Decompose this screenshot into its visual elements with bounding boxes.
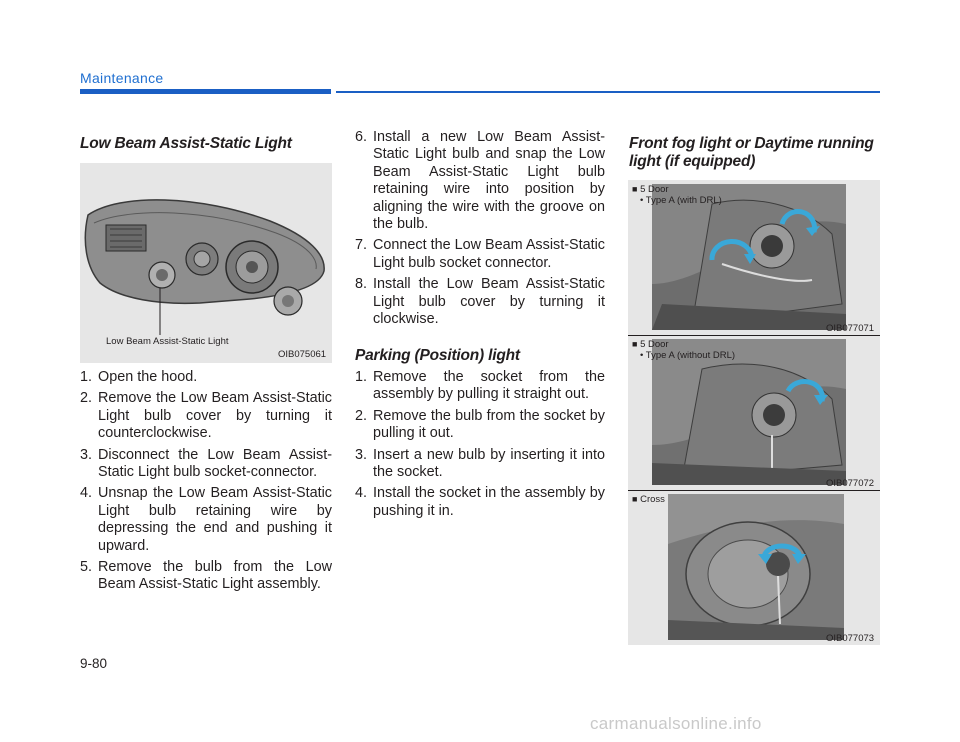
- steps-low-beam-middle: [355, 129, 605, 332]
- list-item: 3. Insert a new bulb by inserting it into the socket.: [355, 446, 605, 481]
- figure-fog-2-label: ■ 5 Door • Type A (without DRL): [632, 339, 736, 361]
- heading-fog-light: Front fog light or Daytime running light (if equipped): [629, 135, 874, 170]
- list-item: 7. Connect the Low Beam Assist-Static Light bulb socket connector.: [355, 237, 605, 271]
- list-item: 1. Remove the socket from the assembly by pulling it straight out.: [355, 369, 605, 403]
- page-number: 9-80: [80, 656, 108, 671]
- figure-divider: [628, 490, 880, 491]
- fog-light-photo-3: [668, 494, 844, 640]
- list-item: 3. Disconnect the Low Beam Assist-Static Light bulb socket-connector.: [80, 446, 332, 481]
- list-item: 2. Remove the Low Beam Assist-Static Light bulb cover by turning it counterclockwise.: [80, 390, 332, 442]
- list-item: 4. Install the socket in the assembly by pushing it in.: [355, 485, 605, 519]
- list-item: 5. Remove the bulb from the Low Beam Assist-Static Light assembly.: [80, 559, 332, 593]
- heading-parking-light: Parking (Position) light: [355, 347, 520, 364]
- list-item: 2. Remove the bulb from the socket by pulling it out.: [355, 407, 605, 442]
- heading-low-beam: Low Beam Assist-Static Light: [80, 135, 292, 152]
- figure-fog-cross: [628, 490, 880, 645]
- list-item: 1. Open the hood.: [80, 369, 198, 385]
- figure-fog-1-label: ■ 5 Door • Type A (with DRL): [632, 184, 722, 206]
- steps-parking-light: [355, 369, 605, 524]
- figure-fog-5door-no-drl: [628, 335, 880, 490]
- list-item: 6. Install a new Low Beam Assist-Static Light bulb and snap the Low Beam Assist-Static Light bulb retaining wire into position by aligning the wire with the groove on the bulb.: [355, 129, 605, 233]
- figure-fog-5door-drl: [628, 180, 880, 335]
- steps-low-beam-left: [80, 369, 332, 598]
- figure-fog-2-code: OIB077072: [826, 478, 875, 489]
- figure-fog-3-code: OIB077073: [826, 633, 875, 644]
- section-title: Maintenance: [80, 70, 164, 86]
- figure-divider: [628, 335, 880, 336]
- figure-fog-1-code: OIB077071: [826, 323, 875, 334]
- watermark: carmanualsonline.info: [590, 714, 762, 733]
- list-item: 8. Install the Low Beam Assist-Static Light bulb cover by turning it clockwise.: [355, 276, 605, 328]
- figure-headlamp-label: Low Beam Assist-Static Light: [106, 336, 229, 347]
- headlamp-illustration: [80, 163, 332, 363]
- list-item: 4. Unsnap the Low Beam Assist-Static Light bulb retaining wire by depressing the end and pushing it upward.: [80, 485, 332, 554]
- figure-headlamp: [80, 163, 332, 363]
- header-rule-dark: [80, 89, 331, 94]
- figure-fog-3-label: ■ Cross: [632, 494, 665, 505]
- figure-headlamp-code: OIB075061: [278, 349, 327, 360]
- header-rule-light: [336, 91, 880, 93]
